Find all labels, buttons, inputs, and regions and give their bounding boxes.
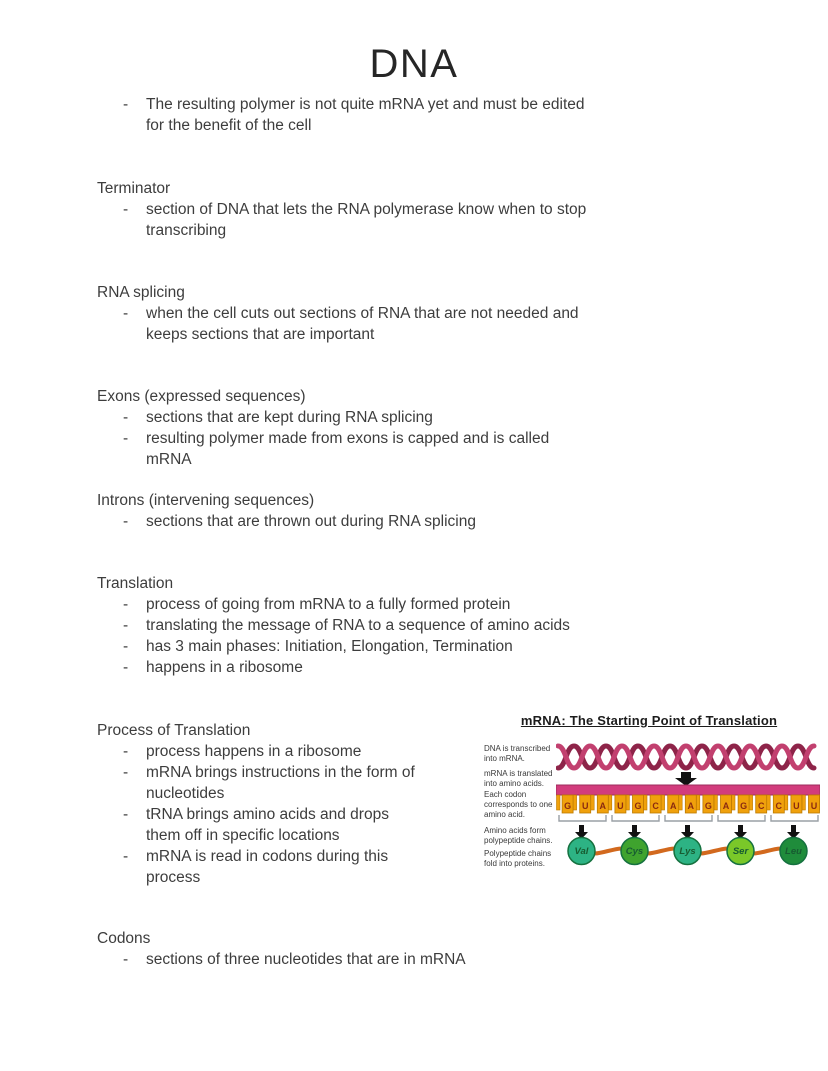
nucleotide-letter: A — [722, 801, 730, 811]
nucleotide-letter: G — [564, 801, 572, 811]
bullet-item: - mRNA is read in codons during this process — [97, 846, 427, 888]
bullet-item: - mRNA brings instructions in the form of nucleotides — [97, 762, 427, 804]
bullet-item: - sections of three nucleotides that are in mRNA — [97, 949, 597, 970]
transcription-arrow-icon — [675, 772, 697, 786]
section-exons — [97, 386, 807, 470]
section-heading: Terminator — [97, 180, 171, 197]
bullet-item: - process of going from mRNA to a fully formed protein — [97, 594, 597, 615]
bullet-item: - when the cell cuts out sections of RNA that are not needed and keeps sections that are important — [97, 303, 597, 345]
nucleotide-tabs — [562, 795, 819, 813]
section-intro — [97, 94, 807, 136]
amino-acid-label: Leu — [785, 846, 802, 857]
figure-title: mRNA: The Starting Point of Translation — [520, 713, 778, 728]
section-codons — [97, 928, 807, 970]
section-translation — [97, 573, 807, 678]
section-heading: Introns (intervening sequences) — [97, 492, 315, 509]
mrna-translation-figure — [478, 711, 820, 891]
dna-helix-graphic — [558, 746, 814, 768]
section-introns — [97, 490, 807, 532]
nucleotide-letter: U — [810, 801, 818, 811]
bullet-list — [97, 594, 597, 678]
nucleotide-letter: U — [793, 801, 800, 811]
bullet-list — [97, 511, 597, 532]
figure-side-label: Amino acids form polypeptide chains. — [484, 826, 553, 845]
section-terminator — [97, 178, 807, 241]
amino-acid-label: Val — [574, 846, 589, 857]
bullet-item: - The resulting polymer is not quite mRNA yet and must be edited for the benefit of the cell — [97, 94, 597, 136]
bullet-list — [97, 303, 597, 345]
figure-side-label: mRNA is translated into amino acids. — [484, 769, 553, 788]
bullet-item: - section of DNA that lets the RNA polymerase know when to stop transcribing — [97, 199, 597, 241]
nucleotide-letter: C — [757, 801, 765, 811]
amino-acid-label: Lys — [679, 846, 696, 857]
section-heading: Exons (expressed sequences) — [97, 388, 306, 405]
nucleotide-letter: A — [687, 801, 695, 811]
nucleotide-letter: U — [617, 801, 624, 811]
bullet-item: - tRNA brings amino acids and drops them off in specific locations — [97, 804, 427, 846]
nucleotide-letter: C — [652, 801, 659, 811]
nucleotide-letter: C — [775, 801, 783, 811]
section-heading: RNA splicing — [97, 284, 185, 301]
section-heading: Codons — [97, 930, 151, 947]
bullet-list — [97, 199, 597, 241]
bullet-item: - sections that are thrown out during RNA splicing — [97, 511, 597, 532]
section-heading: Translation — [97, 575, 174, 592]
nucleotide-letter: A — [669, 801, 677, 811]
bullet-item: - happens in a ribosome — [97, 657, 597, 678]
nucleotide-letter: U — [581, 801, 589, 811]
nucleotide-letter: G — [740, 801, 748, 811]
bullet-item: - translating the message of RNA to a sequence of amino acids — [97, 615, 597, 636]
figure-graphic — [556, 739, 820, 889]
nucleotide-letter: G — [704, 801, 712, 811]
figure-side-label: Each codon corresponds to one amino acid. — [484, 790, 553, 819]
codon-brackets — [559, 815, 818, 821]
bullet-list — [97, 949, 597, 970]
mrna-strand-bar — [556, 785, 820, 795]
nucleotide-letter: A — [599, 801, 607, 811]
section-heading: Process of Translation — [97, 722, 251, 739]
section-rna-splicing — [97, 282, 807, 345]
bullet-item: - process happens in a ribosome — [97, 741, 427, 762]
bullet-item: - has 3 main phases: Initiation, Elongation, Termination — [97, 636, 597, 657]
amino-acid-label: Ser — [732, 846, 749, 857]
figure-side-label: DNA is transcribed into mRNA. — [484, 744, 551, 763]
bullet-list — [97, 407, 597, 470]
bullet-list — [97, 94, 597, 136]
amino-acid-label: Cys — [625, 846, 644, 857]
bullet-list — [97, 741, 427, 888]
bullet-item: - sections that are kept during RNA splicing — [97, 407, 597, 428]
page-title: DNA — [369, 42, 459, 86]
bullet-item: - resulting polymer made from exons is capped and is called mRNA — [97, 428, 597, 470]
nucleotide-letter: G — [634, 801, 642, 811]
figure-side-label: Polypeptide chains fold into proteins. — [484, 849, 552, 868]
